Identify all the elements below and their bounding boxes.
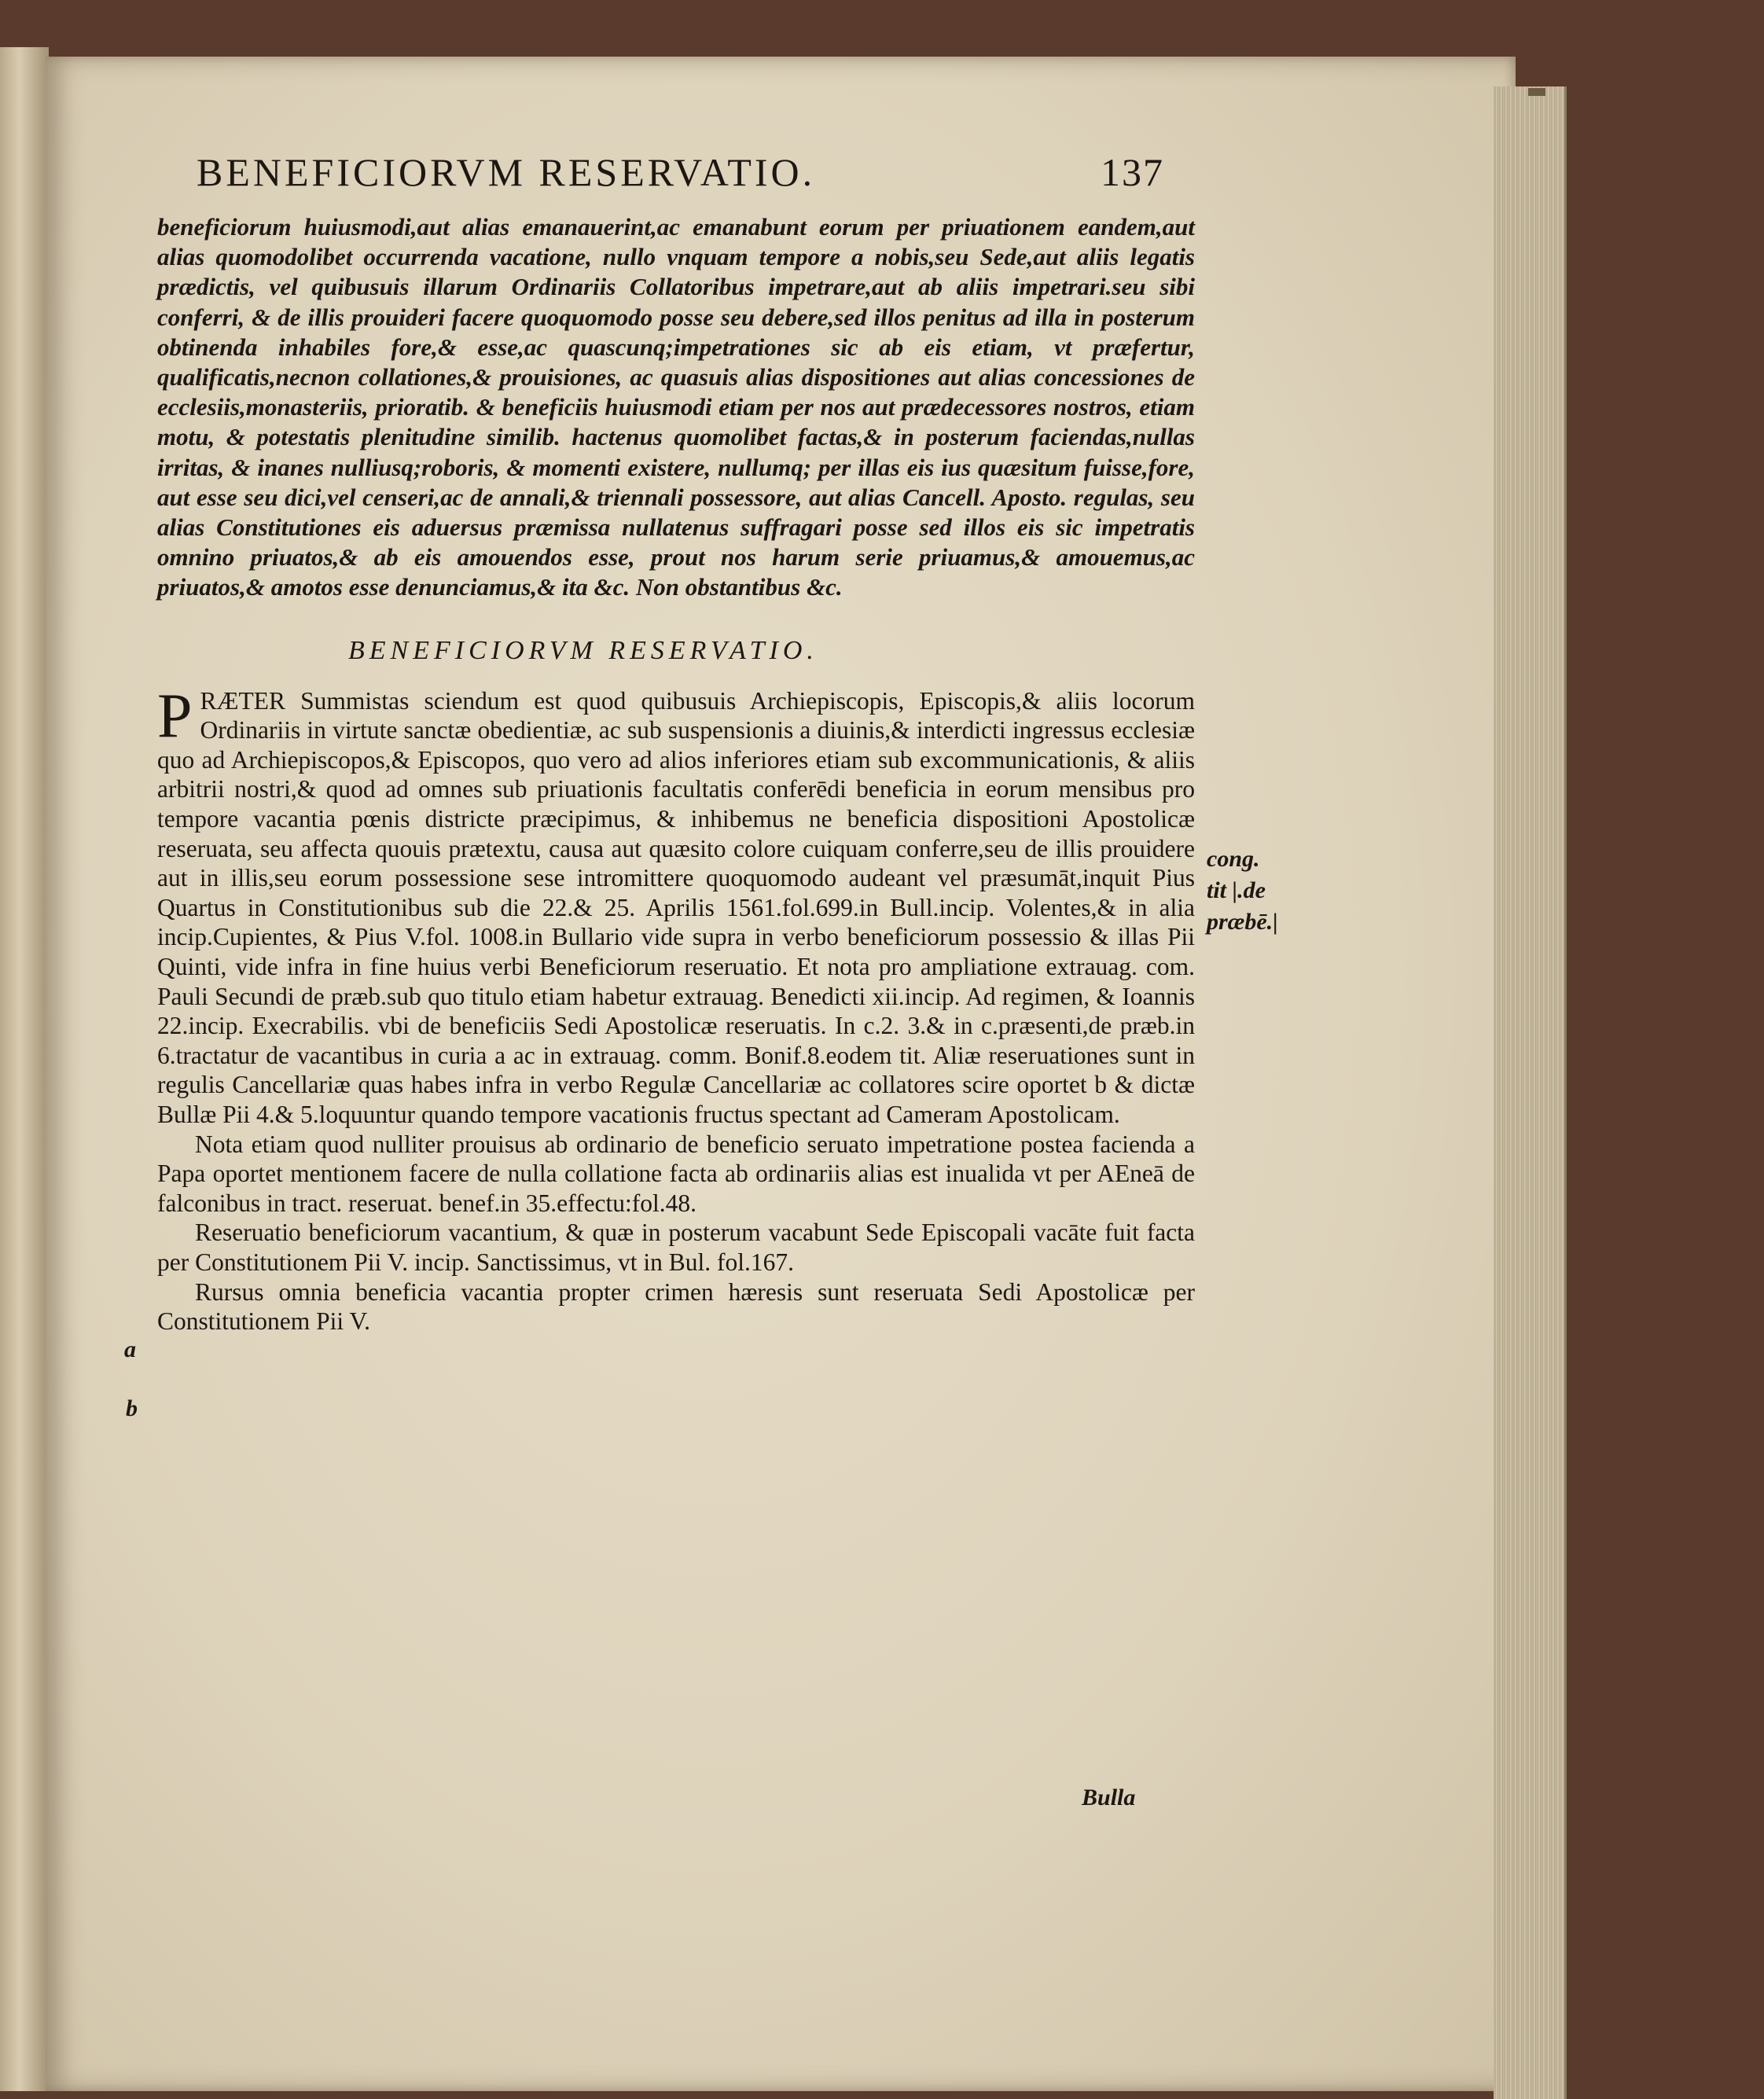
paragraph-1-text: RÆTER Summistas sciendum est quod quibusuis Archiepiscopis, Episcopis,& aliis locorum Ordinariis in virtute sanctæ obedientiæ, ac sub suspensionis a diuinis,& interdicti ingressus ecclesiæ quo ad Archiepiscopos,& Episcopos, quo vero ad alios inferiores etiam sub excommunicationis, & aliis arbitrii nostri,& quod ad omnes sub priuationis facultatis conferēdi beneficia in eorum mensibus pro tempore vacantia pœnis districte præcipimus, & inhibemus ne beneficia dispositioni Apostolicæ reseruata, seu affecta quouis prætextu, causa aut quæsito colore cuiquam conferre,seu de illis prouidere aut in illis,seu eorum possessione sese intromittere quoquomodo audeant vel præsumāt,inquit Pius Quartus in Constitutionibus sub die 22.& 25. Aprilis 1561.fol.699.in Bull.incip. Volentes,& in alia incip.Cupientes, & Pius V.fol. 1008.in Bullario vide supra in verbo beneficiorum possessio & illas Pii Quinti, vide infra in fine huius verbi Beneficiorum reseruatio. Et nota pro ampliatione extrauag. com. Pauli Secundi de præb.sub quo titulo etiam habetur extrauag. Benedicti xii.incip. Ad regimen, & Ioannis 22.incip. Execrabilis. vbi de beneficiis Sedi Apostolicæ reseruatis. In c.2. 3.& in c.præsenti,de præb.in 6.tractatur de vacantibus in curia a ac in extrauag. comm. Bonif.8.eodem tit. Aliæ reseruationes sunt in regulis Cancellariæ quas habes infra in verbo Regulæ Cancellariæ ac collatores scire oportet b & dictæ Bullæ Pii 4.& 5.loquuntur quando tempore vacationis fructus spectant ad Cameram Apostolicam.: [157, 686, 1195, 1128]
intro-paragraph: beneficiorum huiusmodi,aut alias emanauerint,ac emanabunt eorum per priuationem eandem,aut alias quomodolibet occurrenda vacatione, nullo vnquam tempore a nobis,seu Sede,aut aliis legatis prædictis, vel quibusuis illarum Ordinariis Collatoribus impetrare,aut ab aliis impetrari.seu sibi conferri, & de illis prouideri facere quoquomodo posse seu debere,sed illos penitus ad illa in posterum obtinenda inhabiles fore,& esse,ac quascunq;impetrationes sic ab eis etiam, vt præfertur, qualificatis,necnon collationes,& prouisiones, ac quasuis alias dispositiones aut alias concessiones de ecclesiis,monasteriis, prioratib. & beneficiis huiusmodi etiam per nos aut prædecessores nostros, etiam motu, & potestatis plenitudine similib. hactenus quomolibet factas,& in posterum faciendas,nullas irritas, & inanes nulliusq;roboris, & momenti existere, nullumq; per illas eis ius quæsitum fuisse,fore, aut esse seu dici,vel censeri,ac de annali,& triennali possessore, aut alias Cancell. Aposto. regulas, seu alias Constitutiones eis aduersus præmissa nullatenus suffragari posse sed illos eis sic impetratis omnino priuatos,& ab eis amouendos esse, prout nos harum serie priuamus,& amouemus,ac priuatos,& amotos esse denunciamus,& ita &c. Non obstantibus &c.: [157, 213, 1195, 601]
margin-letter-a: a: [124, 1336, 136, 1362]
paragraph-1: [157, 681, 1195, 1130]
running-head: [157, 149, 1195, 204]
section-heading: BENEFICIORVM RESERVATIO.: [348, 635, 818, 665]
catchword: Bulla: [1082, 1785, 1136, 1810]
margin-note-line-1: cong.: [1207, 846, 1260, 872]
page-content: [157, 149, 1195, 1336]
page-block-edges: [1494, 86, 1567, 2099]
left-page-edge: [0, 47, 49, 2091]
paragraph-3: Reseruatio beneficiorum vacantium, & quæ in posterum vacabunt Sede Episcopali vacāte fuit facta per Constitutionem Pii V. incip. Sanctissimus, vt in Bul. fol.167.: [157, 1219, 1195, 1276]
paragraph-4: Rursus omnia beneficia vacantia propter crimen hæresis sunt reseruata Sedi Apostolicæ per Constitutionem Pii V.: [157, 1277, 1195, 1336]
running-head-title: BENEFICIORVM RESERVATIO.: [197, 150, 816, 194]
drop-capital: P: [157, 681, 193, 751]
margin-note-line-3: præbē.|: [1207, 909, 1278, 935]
margin-letter-b: b: [126, 1395, 138, 1421]
margin-note-line-2: tit |.de: [1207, 877, 1266, 903]
paragraph-2: Nota etiam quod nulliter prouisus ab ordinario de beneficio seruato impetratione postea facienda a Papa oportet mentionem facere de nulla collatione facta ab ordinariis alias est inualida vt per AEneā de falconibus in tract. reseruat. benef.in 35.effectu:fol.48.: [157, 1130, 1195, 1217]
page-number: 137: [1101, 150, 1164, 194]
margin-note: [1207, 844, 1278, 938]
page-clip-mark: [1528, 88, 1545, 96]
